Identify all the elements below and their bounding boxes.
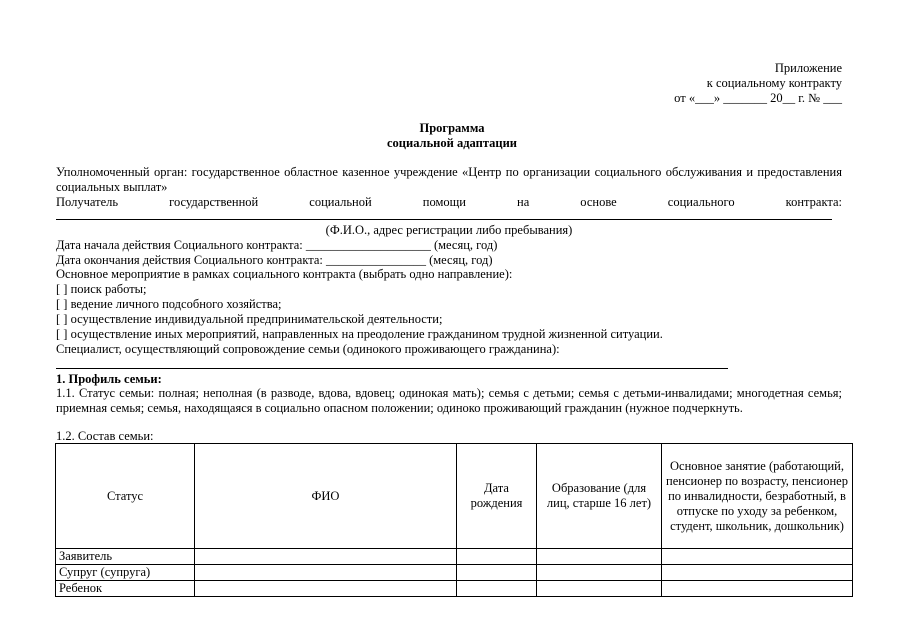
cell-fio[interactable] [195,581,457,597]
authority-text: Уполномоченный орган: государственное областное казенное учреждение «Центр по организации социального обслуживания и предоставления социальных выплат» [56,165,842,194]
cell-occupation[interactable] [662,549,853,565]
header-birth-date: Дата рождения [457,444,537,549]
option-other-measures: [ ] осуществление иных мероприятий, направленных на преодоление гражданином трудной жизненной ситуации. [56,327,663,341]
cell-fio[interactable] [195,565,457,581]
cell-education[interactable] [537,565,662,581]
cell-occupation[interactable] [662,565,853,581]
option-entrepreneurship: [ ] осуществление индивидуальной предпринимательской деятельности; [56,312,443,326]
header-education: Образование (для лиц, старше 16 лет) [537,444,662,549]
header-occupation: Основное занятие (работающий, пенсионер по возрасту, пенсионер по инвалидности, безработный, в отпуске по уходу за ребенком, студент, школьник, дошкольник) [662,444,853,549]
cell-birth-date[interactable] [457,549,537,565]
cell-education[interactable] [537,581,662,597]
family-composition-table [55,443,853,597]
row-status: Ребенок [56,581,195,597]
appendix-label: Приложение [774,61,842,75]
main-measure-label: Основное мероприятие в рамках социального контракта (выбрать одно направление): [56,267,513,281]
table-row [56,581,853,597]
option-job-search: [ ] поиск работы; [56,282,147,296]
section-family-profile: 1. Профиль семьи: [56,372,162,386]
contract-reference: к социальному контракту [706,76,842,90]
specialist-underline [56,368,728,369]
cell-education[interactable] [537,549,662,565]
contract-end-date: Дата окончания действия Социального контракта: ________________ (месяц, год) [56,253,493,267]
row-status: Заявитель [56,549,195,565]
table-header-row [56,444,853,549]
cell-fio[interactable] [195,549,457,565]
option-household: [ ] ведение личного подсобного хозяйства; [56,297,282,311]
family-status-text: 1.1. Статус семьи: полная; неполная (в разводе, вдова, вдовец; одинокая мать); семья с детьми; семья с детьми-инвалидами; многодетная семья; приемная семья; семья, находящаяся в социально опасном положении; одиноко проживающий гражданин (нужное подчеркнуть. [56,386,842,415]
contract-date-number: от «___» _______ 20__ г. № ___ [674,91,842,105]
table-row [56,549,853,565]
table-row [56,565,853,581]
header-status: Статус [56,444,195,549]
cell-occupation[interactable] [662,581,853,597]
recipient-label: Получатель государственной социальной помощи на основе социального контракта: [56,195,842,209]
recipient-underline [56,219,832,220]
family-composition-label: 1.2. Состав семьи: [56,429,154,443]
row-status: Супруг (супруга) [56,565,195,581]
cell-birth-date[interactable] [457,565,537,581]
header-fio: ФИО [195,444,457,549]
specialist-label: Специалист, осуществляющий сопровождение семьи (одинокого проживающего гражданина): [56,342,560,356]
recipient-caption: (Ф.И.О., адрес регистрации либо пребывания) [325,223,573,237]
contract-start-date: Дата начала действия Социального контракта: ____________________ (месяц, год) [56,238,498,252]
page-title: Программа [419,121,485,135]
page-subtitle: социальной адаптации [387,136,517,150]
cell-birth-date[interactable] [457,581,537,597]
